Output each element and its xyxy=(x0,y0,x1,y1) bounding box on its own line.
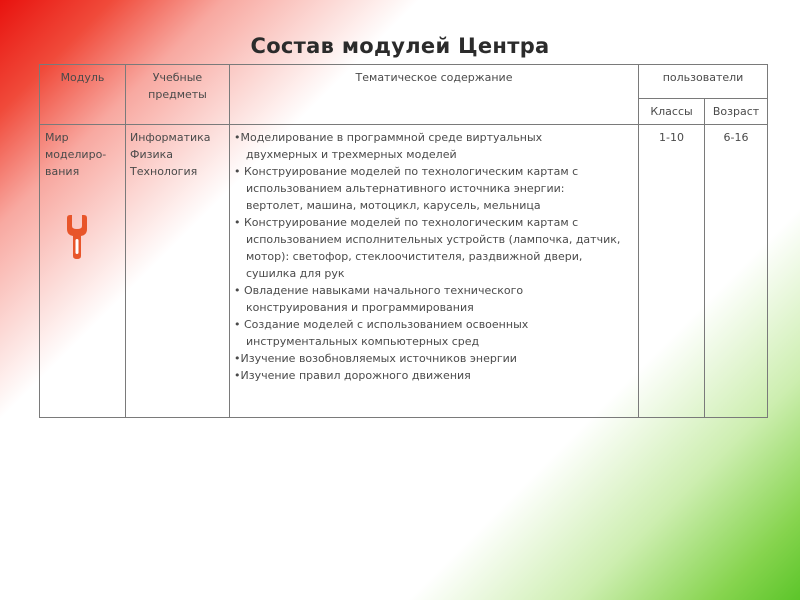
subject-item: Технология xyxy=(130,165,198,178)
module-cell xyxy=(40,125,126,418)
header-content: Тематическое содержание xyxy=(230,65,639,125)
header-classes: Классы xyxy=(639,99,705,125)
content-line: мотор): светофор, стеклоочистителя, раздвижной двери, xyxy=(246,250,583,263)
content-line: сушилка для рук xyxy=(246,267,345,280)
classes-cell: 1-10 xyxy=(639,125,705,418)
content-line: вертолет, машина, мотоцикл, карусель, мельница xyxy=(246,199,541,212)
subject-item: Физика xyxy=(130,148,174,161)
header-subjects: Учебные предметы xyxy=(126,65,230,125)
header-users: пользователи xyxy=(639,65,768,99)
content-line: инструментальных компьютерных сред xyxy=(246,335,480,348)
content-line: конструирования и программирования xyxy=(246,301,474,314)
age-cell: 6-16 xyxy=(705,125,768,418)
content-line: •Изучение правил дорожного движения xyxy=(234,369,471,382)
modules-table xyxy=(39,64,768,418)
content-line: •Изучение возобновляемых источников энергии xyxy=(234,352,517,365)
content-line: использованием исполнительных устройств (лампочка, датчик, xyxy=(246,233,621,246)
header-row xyxy=(40,65,768,99)
module-name: Мир моделиро- вания xyxy=(45,131,107,178)
content-line: использованием альтернативного источника энергии: xyxy=(246,182,565,195)
content-line: • Создание моделей с использованием освоенных xyxy=(234,318,529,331)
content-line: двухмерных и трехмерных моделей xyxy=(246,148,457,161)
wrench-icon xyxy=(64,215,90,259)
content-cell xyxy=(230,125,639,418)
subjects-cell xyxy=(126,125,230,418)
content-line: •Моделирование в программной среде виртуальных xyxy=(234,131,543,144)
content-line: • Овладение навыками начального технического xyxy=(234,284,524,297)
content-line: • Конструирование моделей по технологическим картам с xyxy=(234,165,579,178)
content-line: • Конструирование моделей по технологическим картам с xyxy=(234,216,579,229)
table-row xyxy=(40,125,768,418)
page-title: Состав модулей Центра xyxy=(250,34,550,58)
header-module: Модуль xyxy=(40,65,126,125)
subject-item: Информатика xyxy=(130,131,211,144)
header-age: Возраст xyxy=(705,99,768,125)
